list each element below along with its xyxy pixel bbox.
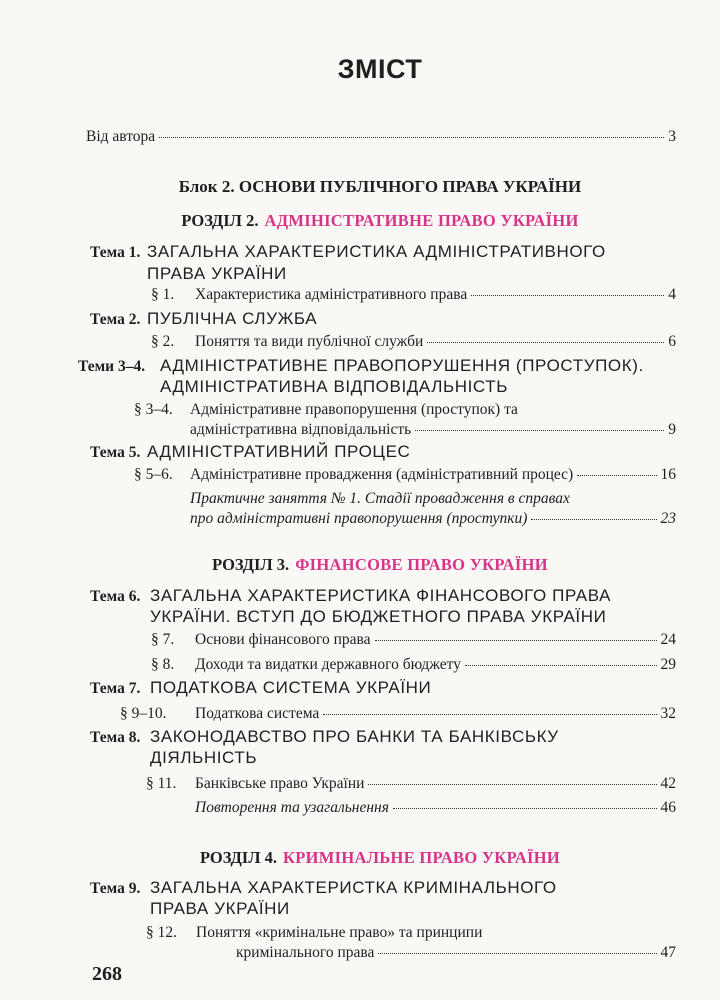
paragraph-number: § 2. <box>151 333 175 350</box>
toc-label: Адміністративне провадження (адміністративний процес) <box>190 466 574 483</box>
topic-label: Тема 8. <box>90 729 141 746</box>
page-number: 268 <box>92 963 122 985</box>
leader-dots <box>471 295 664 296</box>
practice-title: Практичне заняття № 1. Стадії провадження в справах <box>190 490 570 507</box>
toc-row[interactable] <box>195 705 676 723</box>
paragraph-number: § 7. <box>151 631 175 648</box>
leader-dots <box>378 953 656 954</box>
paragraph-number: § 12. <box>146 924 177 941</box>
topic-title: АДМІНІСТРАТИВНА ВІДПОВІДАЛЬНІСТЬ <box>160 377 508 396</box>
section-heading-2 <box>0 211 720 231</box>
topic-title: ЗАКОНОДАВСТВО ПРО БАНКИ ТА БАНКІВСЬКУ <box>150 727 559 746</box>
toc-label: Поняття «кримінальне право» та принципи <box>196 924 483 941</box>
section-name: АДМІНІСТРАТИВНЕ ПРАВО УКРАЇНИ <box>264 211 579 230</box>
toc-label: Основи фінансового права <box>195 631 371 648</box>
section-label: РОЗДІЛ 4. <box>199 848 278 867</box>
toc-label: Характеристика адміністративного права <box>195 286 468 303</box>
toc-row[interactable] <box>236 944 676 962</box>
leader-dots <box>368 784 656 785</box>
topic-title: ПРАВА УКРАЇНИ <box>150 899 290 918</box>
paragraph-number: § 1. <box>151 286 175 303</box>
paragraph-number: § 11. <box>146 775 177 792</box>
toc-label: кримінального права <box>236 944 375 961</box>
topic-title: ПОДАТКОВА СИСТЕМА УКРАЇНИ <box>150 678 432 697</box>
toc-page: 3 <box>668 128 676 145</box>
leader-dots <box>415 430 664 431</box>
topic-label: Тема 7. <box>90 680 141 697</box>
toc-page: 23 <box>660 510 676 527</box>
topic-title: АДМІНІСТРАТИВНИЙ ПРОЦЕС <box>147 442 411 461</box>
topic-label: Теми 3–4. <box>78 358 146 375</box>
topic-label: Тема 6. <box>90 588 141 605</box>
section-heading-4 <box>0 848 720 868</box>
toc-row[interactable] <box>190 421 676 439</box>
toc-page: 46 <box>660 799 676 816</box>
paragraph-number: § 3–4. <box>134 401 173 418</box>
topic-label: Тема 5. <box>90 444 141 461</box>
toc-row[interactable] <box>195 775 676 793</box>
toc-page: 24 <box>660 631 676 648</box>
toc-page: 9 <box>668 421 676 438</box>
toc-label: Від автора <box>86 128 156 145</box>
toc-page: 16 <box>660 466 676 483</box>
toc-row[interactable] <box>195 286 676 304</box>
toc-row[interactable] <box>195 656 676 674</box>
paragraph-number: § 8. <box>151 656 175 673</box>
paragraph-number: § 9–10. <box>120 705 167 722</box>
leader-dots <box>465 665 657 666</box>
topic-title: ЗАГАЛЬНА ХАРАКТЕРИСТКА КРИМІНАЛЬНОГО <box>150 878 557 897</box>
paragraph-number: § 5–6. <box>134 466 173 483</box>
section-label: РОЗДІЛ 3. <box>212 555 290 574</box>
toc-row[interactable] <box>195 631 676 649</box>
toc-page: 47 <box>660 944 676 961</box>
topic-title: ПУБЛІЧНА СЛУЖБА <box>147 309 318 328</box>
section-heading-3 <box>0 555 720 575</box>
leader-dots <box>393 808 657 809</box>
leader-dots <box>159 137 664 138</box>
toc-page: 42 <box>660 775 676 792</box>
toc-label: Доходи та видатки державного бюджету <box>195 656 461 673</box>
toc-label: Податкова система <box>195 705 320 722</box>
topic-label: Тема 2. <box>90 311 141 328</box>
leader-dots <box>427 342 664 343</box>
topic-title: ДІЯЛЬНІСТЬ <box>150 748 258 767</box>
leader-dots <box>577 475 656 476</box>
toc-label: Адміністративне правопорушення (проступок) та <box>190 401 518 418</box>
toc-label: Банківське право України <box>195 775 365 792</box>
toc-label: адміністративна відповідальність <box>190 421 412 438</box>
toc-row[interactable] <box>190 466 676 484</box>
topic-label: Тема 1. <box>90 244 141 261</box>
toc-page: 4 <box>668 286 676 303</box>
toc-row-author[interactable] <box>86 128 676 146</box>
toc-page: 29 <box>660 656 676 673</box>
leader-dots <box>375 640 657 641</box>
topic-title: ЗАГАЛЬНА ХАРАКТЕРИСТИКА ФІНАНСОВОГО ПРАВА <box>150 586 612 605</box>
topic-label: Тема 9. <box>90 880 141 897</box>
block-heading: Блок 2. ОСНОВИ ПУБЛІЧНОГО ПРАВА УКРАЇНИ <box>178 177 582 196</box>
topic-title: УКРАЇНИ. ВСТУП ДО БЮДЖЕТНОГО ПРАВА УКРАЇНИ <box>150 607 607 626</box>
page-title: ЗМІСТ <box>337 54 423 84</box>
section-name: ФІНАНСОВЕ ПРАВО УКРАЇНИ <box>295 555 548 574</box>
topic-title: ПРАВА УКРАЇНИ <box>147 264 287 283</box>
section-label: РОЗДІЛ 2. <box>181 211 259 230</box>
topic-title: АДМІНІСТРАТИВНЕ ПРАВОПОРУШЕННЯ (ПРОСТУПОК). <box>160 356 644 375</box>
topic-title: ЗАГАЛЬНА ХАРАКТЕРИСТИКА АДМІНІСТРАТИВНОГО <box>147 242 606 261</box>
toc-row[interactable] <box>195 333 676 351</box>
toc-row[interactable] <box>195 799 676 817</box>
section-name: КРИМІНАЛЬНЕ ПРАВО УКРАЇНИ <box>283 848 561 867</box>
toc-label: про адміністративні правопорушення (проступки) <box>190 510 528 527</box>
toc-row[interactable] <box>190 510 676 528</box>
leader-dots <box>323 714 656 715</box>
toc-page: 32 <box>660 705 676 722</box>
toc-label: Поняття та види публічної служби <box>195 333 424 350</box>
toc-page: 6 <box>668 333 676 350</box>
leader-dots <box>531 519 656 520</box>
toc-label: Повторення та узагальнення <box>195 799 389 816</box>
